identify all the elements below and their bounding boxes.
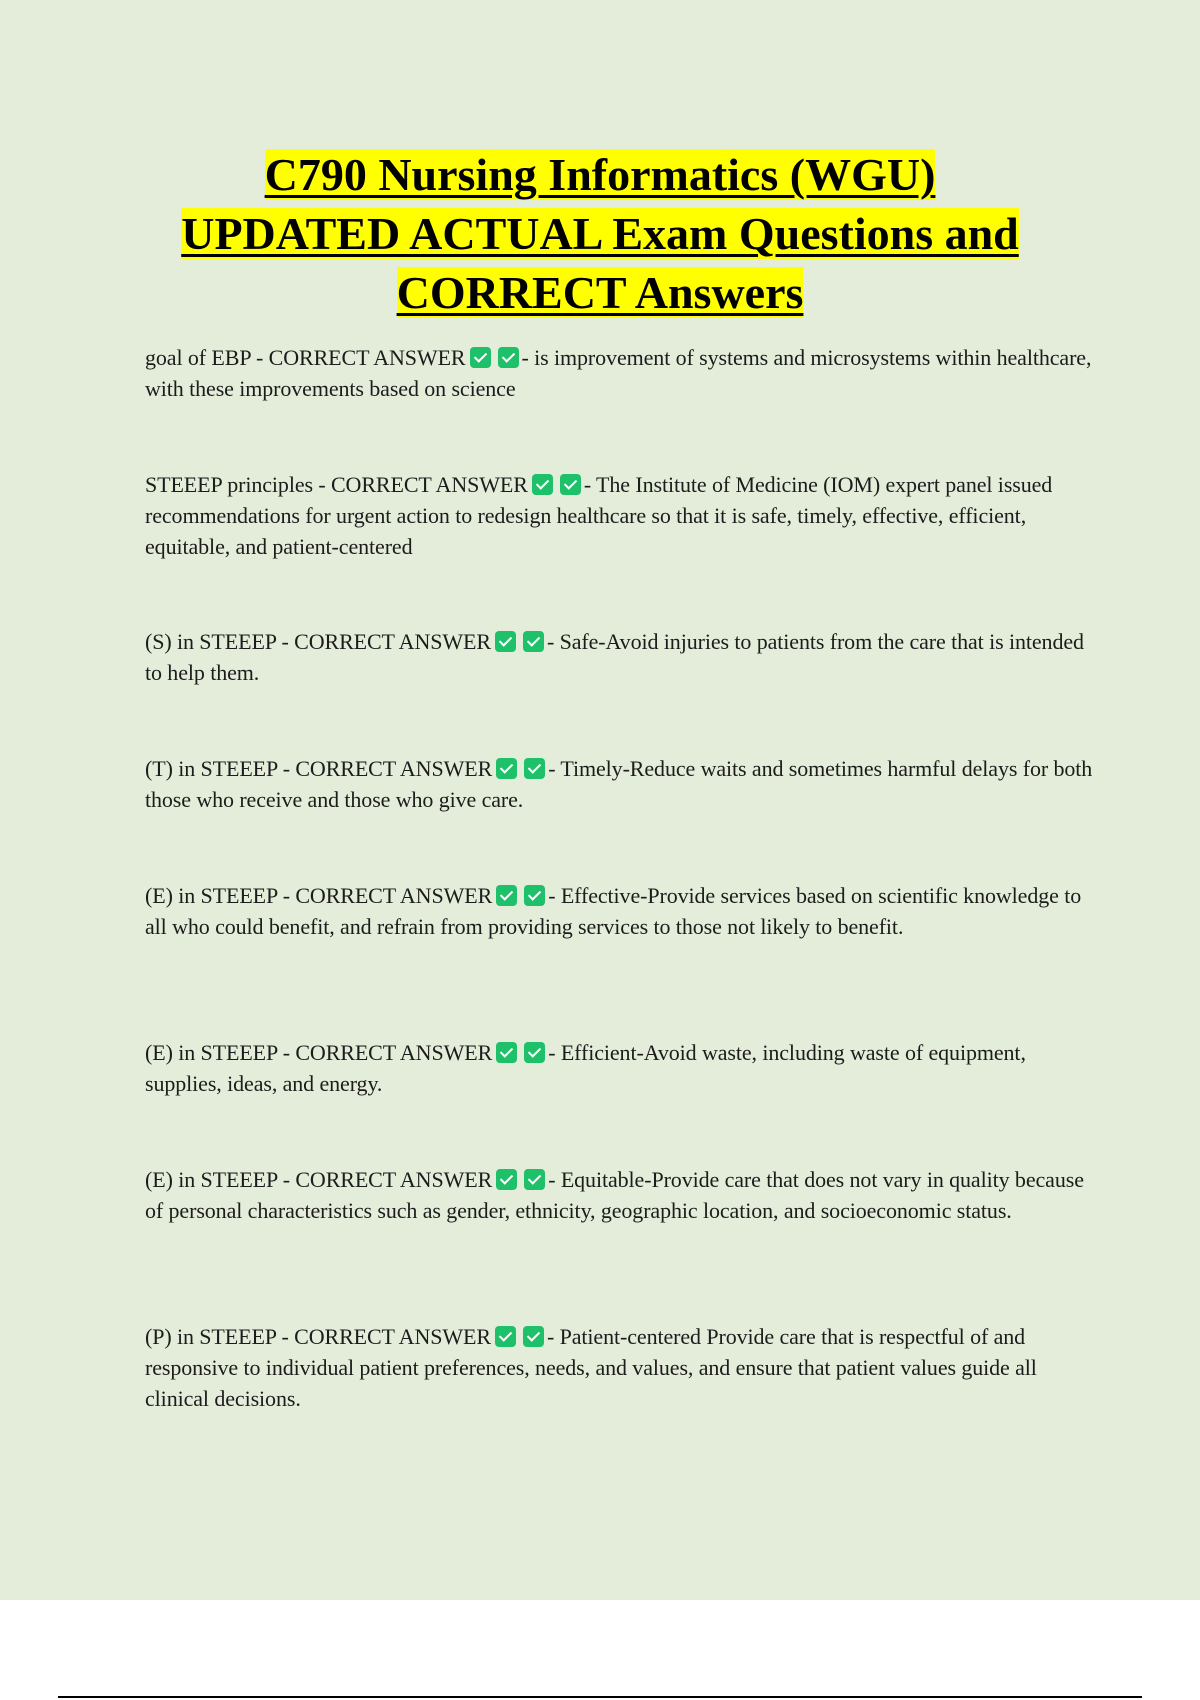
check-mark-icon [524, 1169, 545, 1190]
check-mark-icon [523, 1326, 544, 1347]
qa-term: (E) in STEEEP - CORRECT ANSWER [145, 883, 493, 908]
check-mark-icon [495, 1326, 516, 1347]
check-mark-icon [496, 1042, 517, 1063]
qa-answer: - is improvement of systems and microsystems within healthcare, with these improvements based on science [145, 345, 1092, 401]
qa-answer: - The Institute of Medicine (IOM) expert panel issued recommendations for urgent action to redesign healthcare so that it is safe, timely, effective, efficient, equitable, and patient-centered [145, 472, 1053, 559]
qa-item [145, 1164, 1095, 1226]
qa-item [145, 1037, 1095, 1099]
check-mark-icon [496, 885, 517, 906]
qa-answer: - Safe-Avoid injuries to patients from the care that is intended to help them. [145, 629, 1084, 685]
title-line: UPDATED ACTUAL Exam Questions and [181, 208, 1019, 259]
check-mark-icon [496, 758, 517, 779]
document-title [0, 145, 1200, 322]
check-mark-icon [496, 1169, 517, 1190]
check-mark-icon [495, 631, 516, 652]
qa-term: (P) in STEEEP - CORRECT ANSWER [145, 1324, 491, 1349]
qa-term: (E) in STEEEP - CORRECT ANSWER [145, 1167, 493, 1192]
check-mark-icon [524, 885, 545, 906]
footer-divider [58, 1696, 1142, 1698]
qa-answer: - Patient-centered Provide care that is respectful of and responsive to individual patient preferences, needs, and values, and ensure that patient values guide all clinical decisions. [145, 1324, 1037, 1411]
qa-answer: - Timely-Reduce waits and sometimes harmful delays for both those who receive and those who give care. [145, 756, 1093, 812]
qa-term: (E) in STEEEP - CORRECT ANSWER [145, 1040, 493, 1065]
qa-item [145, 342, 1095, 404]
qa-item [145, 469, 1095, 562]
qa-term: (S) in STEEEP - CORRECT ANSWER [145, 629, 491, 654]
check-mark-icon [524, 758, 545, 779]
qa-answer: - Effective-Provide services based on scientific knowledge to all who could benefit, and refrain from providing services to those not likely to benefit. [145, 883, 1082, 939]
check-mark-icon [523, 631, 544, 652]
qa-item [145, 626, 1095, 688]
qa-item [145, 880, 1095, 942]
title-line: CORRECT Answers [396, 267, 804, 318]
check-mark-icon [532, 474, 553, 495]
qa-term: STEEEP principles - CORRECT ANSWER [145, 472, 528, 497]
qa-term: goal of EBP - CORRECT ANSWER [145, 345, 466, 370]
qa-answer: - Efficient-Avoid waste, including waste of equipment, supplies, ideas, and energy. [145, 1040, 1026, 1096]
qa-item [145, 753, 1095, 815]
qa-term: (T) in STEEEP - CORRECT ANSWER [145, 756, 493, 781]
check-mark-icon [498, 347, 519, 368]
check-mark-icon [524, 1042, 545, 1063]
title-line: C790 Nursing Informatics (WGU) [264, 149, 936, 200]
qa-item [145, 1321, 1095, 1414]
check-mark-icon [470, 347, 491, 368]
qa-answer: - Equitable-Provide care that does not vary in quality because of personal characteristics such as gender, ethnicity, geographic location, and socioeconomic status. [145, 1167, 1084, 1223]
check-mark-icon [560, 474, 581, 495]
